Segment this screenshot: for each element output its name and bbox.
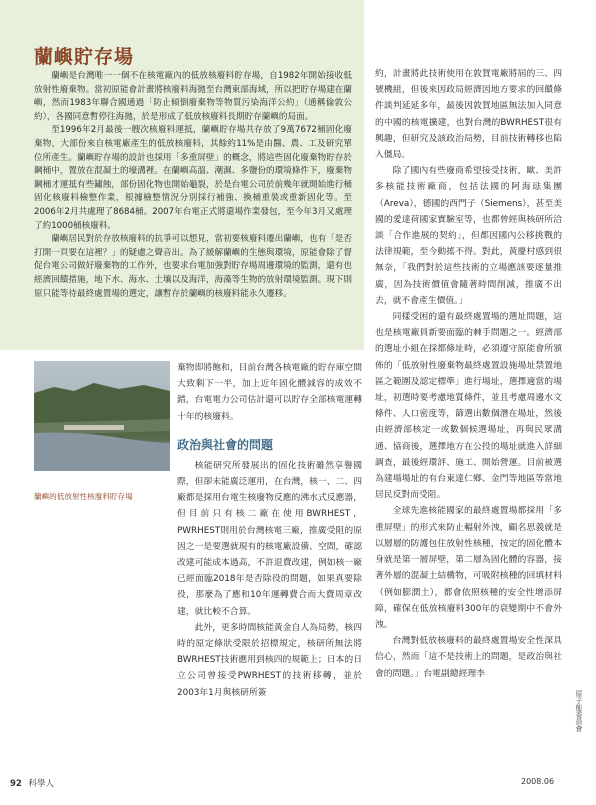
side-label: 原子能委員會: [575, 690, 583, 732]
body-paragraph: 棄物即將飽和，目前台灣各核電廠的貯存庫空間大致剩下一半，加上近年固化體減容的成效不錯，台電電力公司估計還可以貯存全部核電運轉十年的核廢料。: [177, 363, 362, 422]
middle-column: [177, 360, 362, 701]
page-footer: [10, 777, 54, 789]
body-paragraph: 除了國內有些廢商希望接受技術，歐、美許多核能技術廠商，包括法國的阿海琺集團（Areva），德國的西門子（Siemens），甚至美國的愛達荷國家實驗室等，也都曾經與核研所洽談「合作進展的契約」，但都因國內公移挑戰的法律規範，至今動搖不得。對此，黃慶村感到很無奈，「我們對於這些技術的立場應該要逐量推廣，因為技術價值會隨著時間削減，推廣不出去，就不會產生價值。」: [375, 166, 562, 306]
body-paragraph: 此外，更多時間核能黃金自人為局勢，核四時的原定條狀受限於招標規定，核研所無法將BWRHEST技術應用到核四的規範上；日本的日立公司曾接受PWRHEST的技術移轉，並於2003年1月與核研所簽: [177, 622, 362, 698]
photo-caption: 蘭嶼的低放射性核廢料貯存場: [34, 492, 133, 501]
storage-site-photo: [34, 361, 170, 471]
right-column: [375, 66, 562, 682]
body-paragraph: 全球先進核能國家的最終處置場都採用「多重屏壁」的形式來防止輻射外洩，顧名思義就是以層層的防護包住放射性核種，按定的固化體本身就是第一層屏壁，第二層為固化體的容器，接著外層的混凝土結構物，可吸附核種的回填材料（例如膨潤土），都會依照核種的安全性增添屏障，確保在低放核廢料300年的衰變期中不會外洩。: [375, 506, 562, 630]
body-paragraph: 核能研究所發展出的固化技術雖然享譽國際，但卻未能廣泛運用，在台灣，核一、二、四廠都是採用台電生核廢物反應的沸水式反應器，但目前只有核二廠在使用BWRHEST，PWRHEST則用於台灣核電三廠，推廣受阻的原因之一是要選就現有的核電廠設備、空間，確認改建可能成本過高，不許退費改建，例如核一廠已經面臨2018年是否除役的問題，如果真要除役，那麼為了應和10年運轉費合而大費周章改建，就比較不合算。: [177, 460, 362, 617]
body-paragraph: 台灣對低放核廢料的最終處置場安全性深具信心，然而「這不是技術上的問題，是政治與社會的問題。」台電副總經理李: [375, 636, 562, 679]
sidebar-text: [34, 70, 352, 301]
body-paragraph: 約，計畫將此技術使用在敦賀電廠將屆的三、四號機組，但後來因政局經濟因地方要求的回饋條件談判延延多年，最後因敦賀地區無法加入同意的中國的核電擴建，也對台灣的BWRHEST很有興趣，但研究及該政治局勢，目前技術轉移也陷入僵局。: [375, 69, 562, 161]
sidebar-title: 蘭嶼貯存場: [34, 46, 135, 68]
sidebar-paragraph: 蘭嶼居民對於存放核廢料的抗爭可以想見，當初要核廢料遷出蘭嶼，也有「是否打開一頁要在這裡？」的疑慮之聲音出。為了緩解蘭嶼的生態與環境，原能會除了督促台電公司做好廢棄物的工作外，也要求台電加強對貯存場周邊環境的監測，還有也經濟回饋措施，地下水、海水、土壤以及海洋，海藻等生物的放射環境監測。現下則原只能等待最終處置場的選定，讓暫存於蘭嶼的核廢料能永久遷移。: [34, 234, 352, 299]
page-number: 92: [10, 779, 22, 789]
issue-date: 2008.06: [521, 777, 555, 786]
body-paragraph: 同樣受困的還有最終處置場的選址問題，這也是核電廠員新要面臨的棘手問題之一。經濟部的選址小組在採都條址時，必須遵守原能會所頒佈的「低放射性廢棄物最終處置設施場址禁置地區之範圍及認定標準」進行場址，選擇適當的場址，初選時要考慮地質條件，並且考慮周邊水文條件、人口密度等，篩選出數個潛在場址，然後由經濟部核定一或數個候選場址，再與民眾溝通、協商後，選擇地方在公投的場址就進入詳細調查，最後經環評、施工、開始營運。目前被選為建場場址的有台東達仁鄉、金門等地區等當地居民反對而受阻。: [375, 312, 562, 501]
sidebar-paragraph: 蘭嶼是台灣唯一一個不在核電廠內的低放核廢料貯存場，自1982年開始接收低放射性廢棄物。當初原能會計畫將核廢料海拋至台灣東部海域，所以把貯存場建在蘭嶼，然而1983年聯合國通過「防止傾倒廢棄物等物質污染海洋公約」（通稱倫敦公約），各國同意暫停往海拋，於是形成了低放核廢料長期貯存蘭嶼的局面。: [34, 71, 352, 122]
section-subhead: 政治與社會的問題: [177, 437, 274, 452]
magazine-name: 科學人: [28, 779, 55, 789]
sidebar-paragraph: 至1996年2月最後一艘次核廢料運抵，蘭嶼貯存場共存放了9萬7672桶固化廢棄物，大部份來自核電廠產生的低放核廢料，其餘約11%是由醫、農、工及研究單位所產生。蘭嶼貯存場的設計也採用「多重屏壁」的概念，將這些固化廢棄物貯存於鋼桶中，置放在混凝土的壕溝裡。在蘭嶼高溫、潮濕、多鹽份的環境條件下，廢棄物鋼桶才運抵有些鏽蝕，部份固化物也開始龜裂，於是台電公司於前幾年就開始進行桶固化核廢料檢整作業，根據檢整情況分別採行補強、換桶重裝或重新固化等。至2006年2月共處理了8684桶。2007年台電正式將還場作業發包，至今年3月又處理了約1000桶核廢料。: [34, 125, 352, 231]
